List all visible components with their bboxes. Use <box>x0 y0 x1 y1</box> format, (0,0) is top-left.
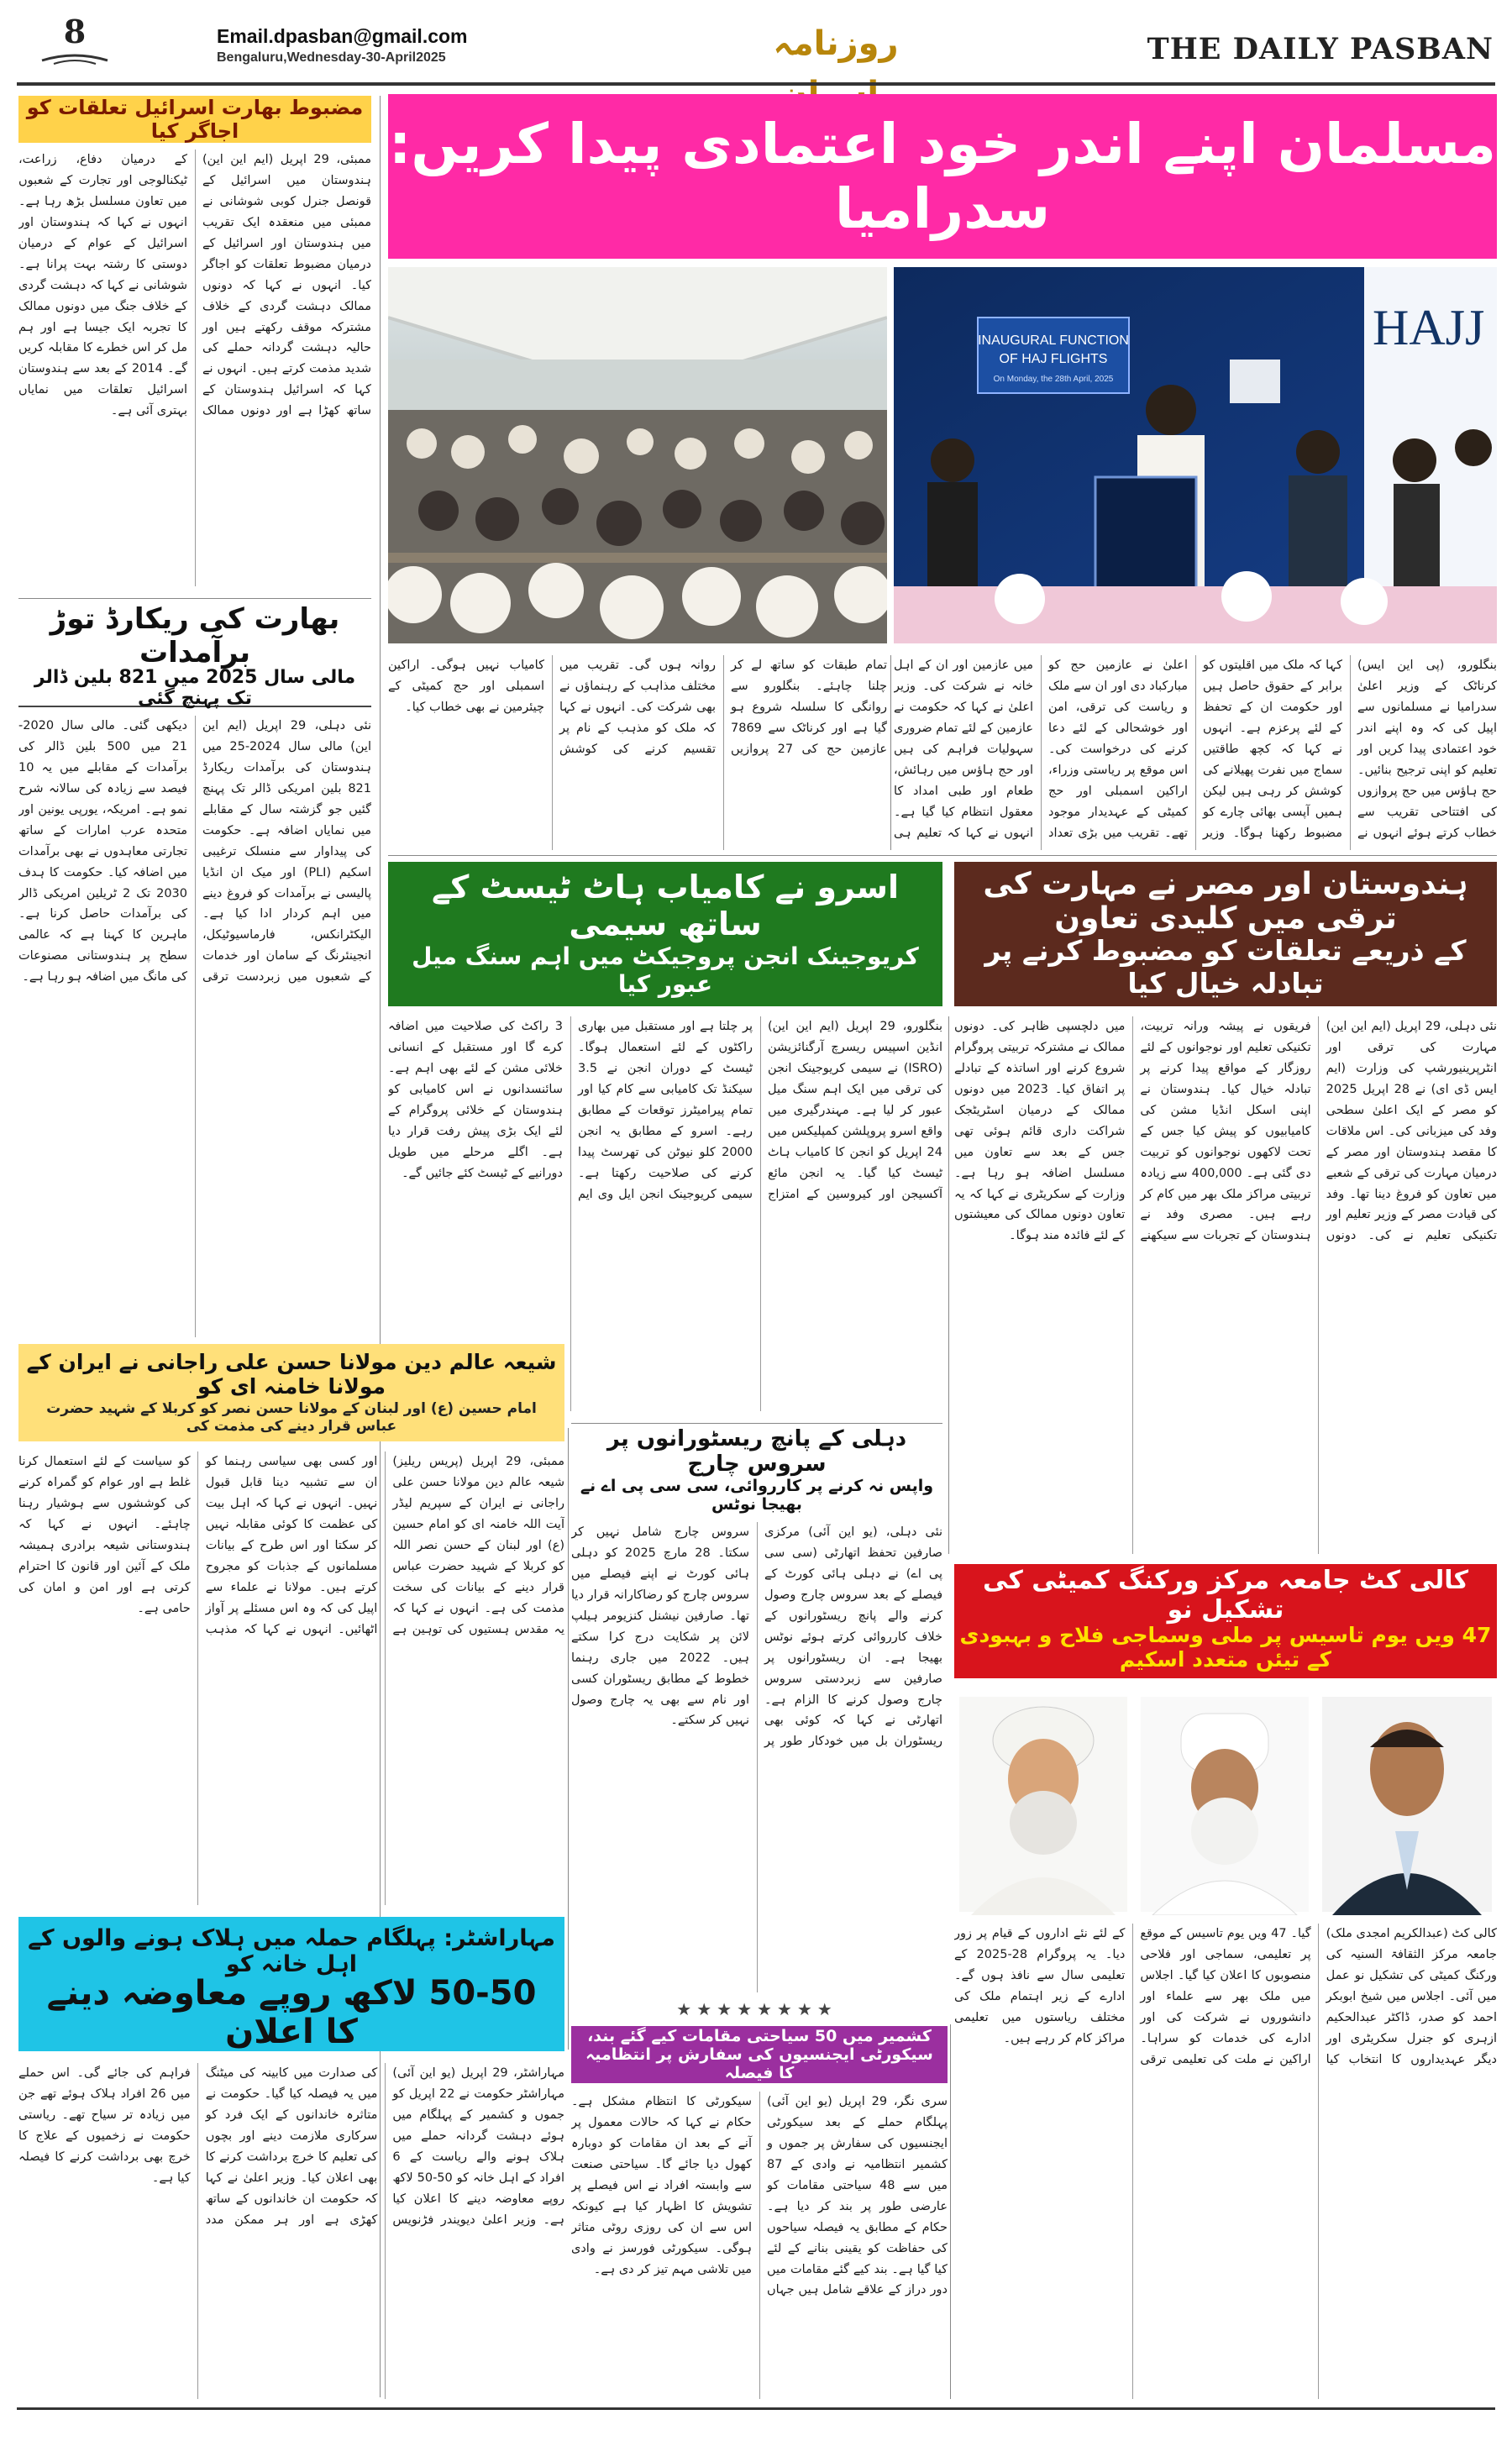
india-egypt-body: نئی دہلی، 29 اپریل (ایم این این) مہارت کی ترقی اور انٹرپرینیورشپ کی وزارت (ایم ایس ڈی ای) نے 28 اپریل 2025 کو مصر کے ایک اعلیٰ سطحی وفد کی میزبانی کی۔ اس ملاقات کا مقصد ہندوستان اور مصر کے درمیان مہارت کی ترقی کے شعبے میں تعاون کو فروغ دینا تھا۔ وفد کی قیادت مصر کے وزیر تعلیم اور تکنیکی تعلیم نے کی۔ دونوں فریقوں نے پیشہ ورانہ تربیت، تکنیکی تعلیم اور نوجوانوں کے لئے روزگار کے مواقع پیدا کرنے پر تبادلہ خیال کیا۔ ہندوستان نے اپنی اسکل انڈیا مشن کی کامیابیوں کو پیش کیا جس کے تحت لاکھوں نوجوانوں کو تربیت دی گئی ہے۔ 400,000 سے زیادہ تربیتی مراکز ملک بھر میں کام کر رہے ہیں۔ مصری وفد نے ہندوستان کے تجربات سے سیکھنے میں دلچسپی ظاہر کی۔ دونوں ممالک نے مشترکہ تربیتی پروگرام شروع کرنے اور اساتذہ کے تبادلے پر اتفاق کیا۔ 2023 میں دونوں ممالک کے درمیان اسٹریٹجک شراکت داری قائم ہوئی تھی جس کے بعد سے تعاون میں مسلسل اضافہ ہو رہا ہے۔ وزارت کے سکریٹری نے کہا کہ یہ تعاون دونوں ممالک کی معیشتوں کے لئے فائدہ مند ہوگا۔ <box>954 1020 1497 1243</box>
audience-photo <box>388 267 887 643</box>
delhi-subhead: واپس نہ کرنے پر کارروائی، سی سی پی اے نے بھیجا نوٹس <box>580 1477 934 1514</box>
banner-line-1: INAUGURAL FUNCTION <box>978 333 1129 348</box>
kashmir-body: سری نگر، 29 اپریل (یو این آئی) پہلگام حملے کے بعد سیکورٹی ایجنسیوں کی سفارش پر جموں و کشمیر انتظامیہ نے وادی کے 87 میں سے 48 سیاحتی مقامات کو عارضی طور پر بند کر دیا ہے۔ حکام کے مطابق یہ فیصلہ سیاحوں کی حفاظت کو یقینی بنانے کے لئے کیا گیا ہے۔ بند کیے گئے مقامات میں دور دراز کے علاقے شامل ہیں جہاں سیکورٹی کا انتظام مشکل ہے۔ حکام نے کہا کہ حالات معمول پر آنے کے بعد ان مقامات کو دوبارہ کھول دیا جائے گا۔ سیاحتی صنعت سے وابستہ افراد نے اس فیصلے پر تشویش کا اظہار کیا ہے کیونکہ اس سے ان کی روزی روٹی متاثر ہوگی۔ سیکورٹی فورسز نے وادی میں تلاشی مہم تیز کر دی ہے۔ <box>571 2095 948 2297</box>
lead-body: بنگلورو، (پی این ایس) کرناٹک کے وزیر اعلیٰ سدرامیا نے مسلمانوں سے اپیل کی کہ وہ اپنے اندر خود اعتمادی پیدا کریں اور تعلیم کو اپنی ترجیح بنائیں۔ حج ہاؤس میں حج پروازوں کی افتتاحی تقریب سے خطاب کرتے ہوئے انہوں نے کہا کہ ملک میں اقلیتوں کو برابر کے حقوق حاصل ہیں اور حکومت ان کے تحفظ کے لئے پرعزم ہے۔ انہوں نے کہا کہ کچھ طاقتیں سماج میں نفرت پھیلانے کی کوشش کر رہی ہیں لیکن ہمیں آپسی بھائی چارے کو مضبوط رکھنا ہوگا۔ وزیر اعلیٰ نے عازمین حج کو مبارکباد دی اور ان سے ملک و ریاست کی ترقی، امن اور خوشحالی کے لئے دعا کرنے کی درخواست کی۔ اس موقع پر ریاستی وزراء، اراکین اسمبلی اور حج کمیٹی کے عہدیدار موجود تھے۔ تقریب میں بڑی تعداد میں عازمین اور ان کے اہل خانہ نے شرکت کی۔ وزیر اعلیٰ نے کہا کہ حکومت نے عازمین کے لئے تمام ضروری سہولیات فراہم کی ہیں اور حج ہاؤس میں رہائش، طعام اور طبی امداد کا معقول انتظام کیا گیا ہے۔ انہوں نے کہا کہ تعلیم ہی <box>894 659 1497 840</box>
calicut-subhead: 47 ویں یوم تاسیس پر ملی وسماجی فلاح و بہبودی کے تیئں متعدد اسکیم <box>959 1623 1492 1672</box>
rajani-body: ممبئی، 29 اپریل (پریس ریلیز) شیعہ عالم دین مولانا حسن علی راجانی نے ایران کے سپریم لیڈر آیت اللہ خامنہ ای کو امام حسین (ع) اور لبنان کے حسن نصر اللہ کو کربلا کے شہید حضرت عباس قرار دینے کے بیانات کی سخت مذمت کی ہے۔ انہوں نے کہا کہ یہ مقدس ہستیوں کی توہین ہے اور کسی بھی سیاسی رہنما کو ان سے تشبیہ دینا قابل قبول نہیں۔ انہوں نے کہا کہ اہل بیت کی عظمت کا کوئی مقابلہ نہیں کر سکتا اور اس طرح کے بیانات مسلمانوں کے جذبات کو مجروح کرتے ہیں۔ مولانا نے علماء سے اپیل کی کہ وہ اس مسئلے پر آواز اٹھائیں۔ انہوں نے کہا کہ مذہب کو سیاست کے لئے استعمال کرنا غلط ہے اور عوام کو گمراہ کرنے کی کوششوں سے ہوشیار رہنا چاہئے۔ انہوں نے کہا کہ ہندوستانی شیعہ برادری ہمیشہ ملک کے آئین اور قانون کا احترام کرتی ہے اور امن و امان کی حامی ہے۔ <box>18 1455 564 1636</box>
rajani-subhead: امام حسین (ع) اور لبنان کے مولانا حسن نصر کو کربلا کے شہید حضرت عباس قرار دینے کی مذمت کی <box>46 1400 537 1435</box>
isro-headline-box <box>388 862 942 1006</box>
rajani-headline-box <box>18 1344 564 1441</box>
stage-photo <box>894 267 1497 643</box>
calicut-headline-box <box>954 1564 1497 1678</box>
kashmir-headline: کشمیر میں 50 سیاحتی مقامات کیے گئے بند، سیکورٹی ایجنسیوں کی سفارش پر انتظامیہ کا فیصلہ <box>571 2026 948 2083</box>
delhi-body: نئی دہلی، (یو این آئی) مرکزی صارفین تحفظ اتھارٹی (سی سی پی اے) نے دہلی ہائی کورٹ کے فیصلے کے بعد سروس چارج وصول کرنے والے پانچ ریسٹورانوں کے خلاف کارروائی کرتے ہوئے نوٹس بھیجا ہے۔ ان ریسٹورانوں پر صارفین سے زبردستی سروس چارج وصول کرنے کا الزام ہے۔ اتھارٹی نے کہا کہ کوئی بھی ریسٹوران بل میں خودکار طور پر سروس چارج شامل نہیں کر سکتا۔ 28 مارچ 2025 کو دہلی ہائی کورٹ نے اپنے فیصلے میں سروس چارج کو رضاکارانہ قرار دیا تھا۔ صارفین نیشنل کنزیومر ہیلپ لائن پر شکایت درج کرا سکتے ہیں۔ 2022 میں جاری رہنما خطوط کے مطابق ریسٹوران کسی اور نام سے بھی یہ چارج وصول نہیں کر سکتے۔ <box>571 1525 942 1749</box>
india-egypt-headline-box <box>954 862 1497 1006</box>
india-egypt-headline-2: کے ذریعے تعلقات کو مضبوط کرنے پر تبادلہ خیال کیا <box>984 934 1467 1000</box>
isro-subhead: کریوجینک انجن پروجیکٹ میں اہم سنگ میل عبور کیا <box>412 942 919 998</box>
calicut-photos <box>954 1688 1497 1915</box>
exports-headline: بھارت کی ریکارڈ توڑ برآمدات <box>50 602 340 669</box>
delhi-headline: دہلی کے پانچ ریسٹورانوں پر سروس چارج <box>606 1426 907 1477</box>
page-bottom-rule <box>17 2407 1495 2410</box>
banner-line-2: OF HAJ FLIGHTS <box>999 352 1108 366</box>
isro-body: بنگلورو، 29 اپریل (ایم این این) انڈین اسپیس ریسرچ آرگنائزیشن (ISRO) نے سیمی کریوجینک انجن کی ترقی میں ایک اہم سنگ میل عبور کر لیا ہے۔ مہندرگیری میں واقع اسرو پروپلشن کمپلیکس میں 24 اپریل کو انجن کا کامیاب ہاٹ ٹیسٹ کیا گیا۔ یہ انجن مائع آکسیجن اور کیروسین کے امتزاج پر چلتا ہے اور مستقبل میں بھاری راکٹوں کے لئے استعمال ہوگا۔ ٹیسٹ کے دوران انجن نے 3.5 سیکنڈ تک کامیابی سے کام کیا اور تمام پیرامیٹرز توقعات کے مطابق رہے۔ اسرو کے مطابق یہ انجن 2000 کلو نیوٹن کی تھرسٹ پیدا کرنے کی صلاحیت رکھتا ہے۔ سیمی کریوجینک انجن ایل وی ایم 3 راکٹ کی صلاحیت میں اضافہ کرے گا اور مستقبل کے انسانی خلائی مشن کے لئے بھی اہم ہے۔ سائنسدانوں نے اس کامیابی کو ہندوستان کے خلائی پروگرام کے لئے ایک بڑی پیش رفت قرار دیا ہے۔ اگلے مرحلے میں طویل دورانیے کے ٹیسٹ کئے جائیں گے۔ <box>388 1020 942 1201</box>
rajani-headline: شیعہ عالم دین مولانا حسن علی راجانی نے ایران کے مولانا خامنہ ای کو <box>26 1350 557 1399</box>
mid-left-body: تمام طبقات کو ساتھ لے کر چلنا چاہئے۔ بنگلورو سے روانگی کا سلسلہ شروع ہو گیا ہے اور کرناٹک سے 7869 عازمین حج کی 27 پروازیں روانہ ہوں گی۔ تقریب میں مختلف مذاہب کے رہنماؤں نے بھی شرکت کی۔ انہوں نے کہا کہ ملک کو مذہب کے نام پر تقسیم کرنے کی کوشش کامیاب نہیں ہوگی۔ اراکین اسمبلی اور حج کمیٹی کے چیئرمین نے بھی خطاب کیا۔ <box>388 659 887 756</box>
masthead <box>0 0 1512 84</box>
exports-body: نئی دہلی، 29 اپریل (ایم این این) مالی سال 2024-25 میں ہندوستان کی برآمدات ریکارڈ 821 بلین امریکی ڈالر تک پہنچ گئیں جو گزشتہ سال کے مقابلے میں نمایاں اضافہ ہے۔ حکومت کی پیداوار سے منسلک ترغیبی اسکیم (PLI) اور میک ان انڈیا پالیسی نے برآمدات کو فروغ دینے میں اہم کردار ادا کیا ہے۔ الیکٹرانکس، فارماسیوٹیکل، انجینئرنگ کے سامان اور خدمات کے شعبوں میں زبردست ترقی دیکھی گئی۔ مالی سال 2020-21 میں 500 بلین ڈالر کی برآمدات کے مقابلے میں یہ 10 فیصد سے زیادہ کی سالانہ شرح نمو ہے۔ امریکہ، یورپی یونین اور متحدہ عرب امارات کے ساتھ تجارتی معاہدوں نے بھی برآمدات میں اضافہ کیا۔ حکومت کا ہدف 2030 تک 2 ٹریلین امریکی ڈالر کی برآمدات حاصل کرنا ہے۔ ماہرین کا کہنا ہے کہ عالمی سطح پر ہندوستانی مصنوعات کی مانگ میں اضافہ ہو رہا ہے۔ <box>18 719 371 984</box>
lead-headline: مسلمان اپنے اندر خود اعتمادی پیدا کریں: سدرامیا <box>388 94 1497 259</box>
delhi-end-stars: ★★★★★★★★ <box>676 1999 837 2019</box>
india-israel-body: ممبئی، 29 اپریل (ایم این این) ہندوستان میں اسرائیل کے قونصل جنرل کوبی شوشانی نے ممبئی میں منعقدہ ایک تقریب میں ہندوستان اور اسرائیل کے درمیان مضبوط تعلقات کو اجاگر کیا۔ انہوں نے کہا کہ دونوں ممالک دہشت گردی کے خلاف مشترکہ موقف رکھتے ہیں اور حالیہ دہشت گردانہ حملے کی شدید مذمت کرتے ہیں۔ انہوں نے کہا کہ اسرائیل ہندوستان کے ساتھ کھڑا ہے اور دونوں ممالک کے درمیان دفاع، زراعت، ٹیکنالوجی اور تجارت کے شعبوں میں تعاون مسلسل بڑھ رہا ہے۔ انہوں نے کہا کہ ہندوستان اور اسرائیل کے عوام کے درمیان دوستی کا رشتہ بہت پرانا ہے۔ شوشانی نے کہا کہ دہشت گردی کے خلاف جنگ میں دونوں ممالک کا تجربہ ایک جیسا ہے اور ہم مل کر اس خطرے کا مقابلہ کریں گے۔ 2014 کے بعد سے ہندوستان اسرائیل تعلقات میں نمایاں بہتری آئی ہے۔ <box>18 153 371 418</box>
paper-name: THE DAILY PASBAN <box>1147 32 1494 66</box>
masthead-rule <box>17 82 1495 86</box>
urdu-logo: روزنامہ <box>773 24 899 63</box>
india-israel-headline: مضبوط بھارت اسرائیل تعلقات کو اجاگر کیا <box>18 96 371 143</box>
calicut-headline: کالی کٹ جامعہ مرکز ورکنگ کمیٹی کی تشکیل نو <box>982 1566 1469 1625</box>
maharashtra-headline-2: 50-50 لاکھ روپے معاوضہ دینے کا اعلان <box>46 1974 537 2051</box>
calicut-body: کالی کٹ (عبدالکریم امجدی ملک) جامعہ مرکز الثقافۃ السنیہ کی ورکنگ کمیٹی کی تشکیل نو عمل میں آئی۔ اجلاس میں شیخ ابوبکر احمد کو صدر، ڈاکٹر عبدالحکیم ازہری کو جنرل سکریٹری اور دیگر عہدیداروں کا انتخاب کیا گیا۔ 47 ویں یوم تاسیس کے موقع پر تعلیمی، سماجی اور فلاحی منصوبوں کا اعلان کیا گیا۔ اجلاس میں ملک بھر سے علماء اور دانشوروں نے شرکت کی اور ادارے کی خدمات کو سراہا۔ اراکین نے ملت کی تعلیمی ترقی کے لئے نئے اداروں کے قیام پر زور دیا۔ یہ پروگرام 28-2025 کے تعلیمی سال سے نافذ ہوں گے۔ ادارے کے زیر اہتمام ملک کی مختلف ریاستوں میں تعلیمی مراکز کام کر رہے ہیں۔ <box>954 1927 1497 2066</box>
maharashtra-body: مہاراشٹر، 29 اپریل (یو این آئی) مہاراشٹر حکومت نے 22 اپریل کو جموں و کشمیر کے پہلگام میں ہوئے دہشت گردانہ حملے میں ہلاک ہونے والے ریاست کے 6 افراد کے اہل خانہ کو 50-50 لاکھ روپے معاوضہ دینے کا اعلان کیا ہے۔ وزیر اعلیٰ دیویندر فڑنویس کی صدارت میں کابینہ کی میٹنگ میں یہ فیصلہ کیا گیا۔ حکومت نے متاثرہ خاندانوں کے ایک فرد کو سرکاری ملازمت دینے اور بچوں کی تعلیم کا خرچ برداشت کرنے کا بھی اعلان کیا۔ وزیر اعلیٰ نے کہا کہ حکومت ان خاندانوں کے ساتھ کھڑی ہے اور ہر ممکن مدد فراہم کی جائے گی۔ اس حملے میں 26 افراد ہلاک ہوئے تھے جن میں زیادہ تر سیاح تھے۔ ریاستی حکومت نے زخمیوں کے علاج کا خرچ بھی برداشت کرنے کا فیصلہ کیا ہے۔ <box>18 2066 564 2227</box>
india-egypt-headline: ہندوستان اور مصر نے مہارت کی ترقی میں کلیدی تعاون <box>983 867 1468 936</box>
email-address[interactable]: Email.dpasban@gmail.com <box>217 25 468 47</box>
page-number: 8 <box>63 13 87 50</box>
isro-headline: اسرو نے کامیاب ہاٹ ٹیسٹ کے ساتھ سیمی <box>432 869 899 942</box>
dateline: Bengaluru,Wednesday-30-April2025 <box>217 50 446 65</box>
maharashtra-headline-1: مہاراشٹر: پہلگام حملہ میں ہلاک ہونے والوں کے اہل خانہ کو <box>28 1925 555 1977</box>
exports-subhead: مالی سال 2025 میں 821 بلین ڈالر تک پہنچ گئی <box>18 670 371 707</box>
banner-line-3: On Monday, the 28th April, 2025 <box>993 375 1114 384</box>
maharashtra-headline-box <box>18 1917 564 2051</box>
banner-hajj: HAJJ <box>1373 300 1485 355</box>
